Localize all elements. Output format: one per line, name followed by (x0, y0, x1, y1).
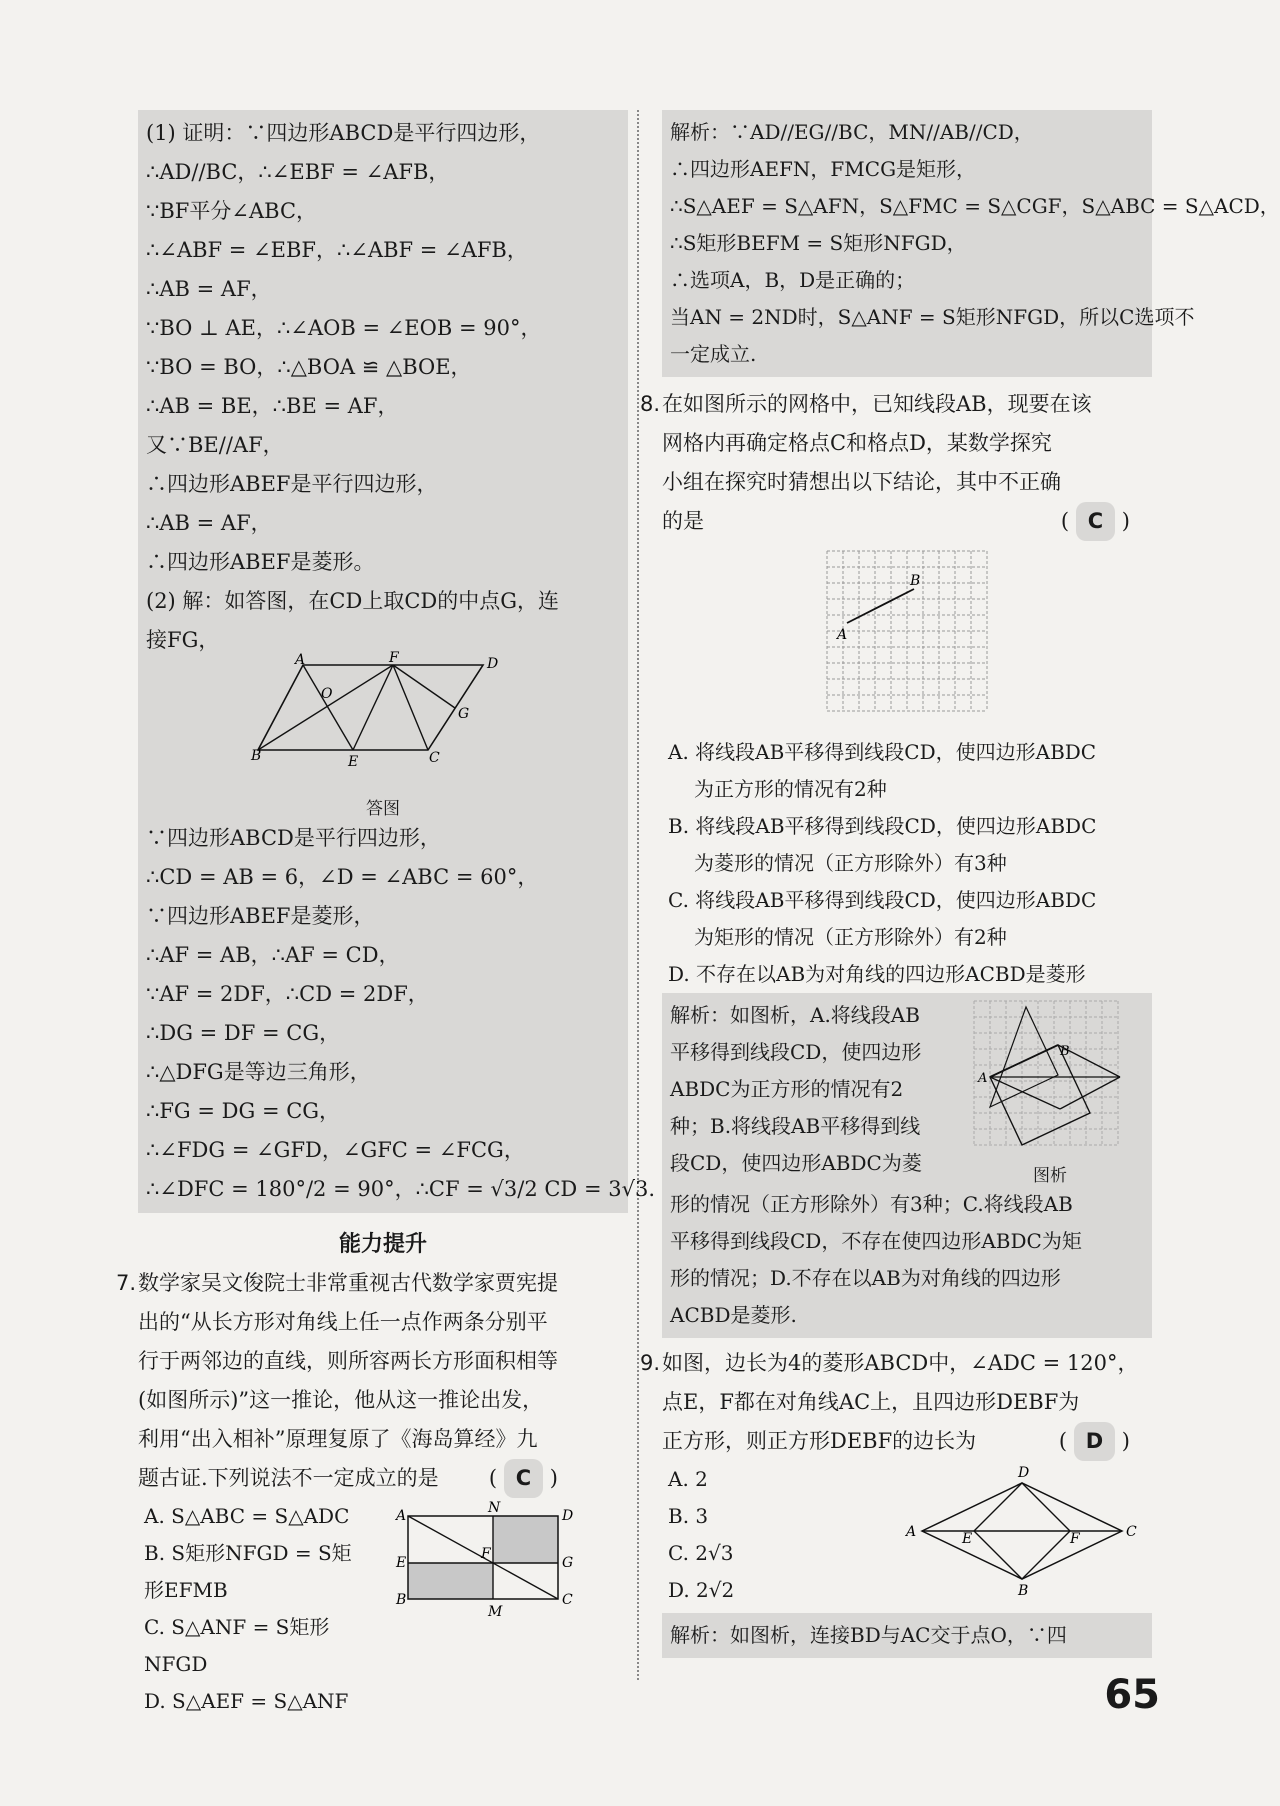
fig-label: B (1060, 1044, 1070, 1059)
text-line: 题古证.下列说法不一定成立的是 (138, 1466, 439, 1490)
section-title: 能力提升 (338, 1232, 427, 1257)
option: B. 3 (668, 1504, 709, 1528)
text-line: 接FG， (146, 628, 220, 652)
text-line: 解析：∵AD//EG//BC，MN//AB//CD， (670, 120, 1034, 144)
text-line: ∵BF平分∠ABC， (146, 199, 318, 223)
fig-label: F (481, 1546, 491, 1562)
question-7: 7. 数学家吴文俊院士非常重视古代数学家贾宪提 出的“从长方形对角线上任一点作两条分别平 行于两邻边的直线，则所容两长方形面积相等 (如图所示)”这一推论，他从这一推论出发， 利用“出入相补”原理复原了《海岛算经》九 题古证.下列说法不一定成立的是 ( C ) A. S△ABC = S△ADC B. S矩形NFGD = S矩形EFMB C. S△ANF = S矩形NFGD D. S△AEF = S△ANF A N D E F G B M C (138, 1264, 628, 1720)
fig-label: M (488, 1604, 503, 1620)
text-line: ∴∠DFC = 180°/2 = 90°，∴CF = √3/2 CD = 3√3. (146, 1177, 655, 1201)
option: 为菱形的情况（正方形除外）有3种 (694, 851, 1007, 875)
text-line: 种；B.将线段AB平移得到线 (670, 1114, 921, 1138)
option: 为矩形的情况（正方形除外）有2种 (694, 925, 1007, 949)
text-line: ∴四边形ABEF是平行四边形， (146, 472, 438, 496)
text-line: ∵BO ⊥ AE，∴∠AOB = ∠EOB = 90°， (146, 316, 542, 340)
fig-label: A (906, 1524, 917, 1540)
fig-label: E (962, 1531, 973, 1547)
fig-label: B (251, 748, 262, 764)
text-line: ∴四边形AEFN，FMCG是矩形， (670, 157, 977, 181)
fig-label: C (429, 750, 440, 766)
option: A. 2 (668, 1467, 708, 1491)
fig-label: B (910, 573, 921, 589)
analysis-block-8 (662, 993, 1152, 1338)
option: B. 将线段AB平移得到线段CD，使四边形ABDC (668, 814, 1097, 838)
option: D. 2√2 (668, 1578, 735, 1602)
text-line: ∴S△AEF = S△AFN，S△FMC = S△CGF，S△ABC = S△ACD， (670, 194, 1280, 218)
text-line: 利用“出入相补”原理复原了《海岛算经》九 (138, 1427, 538, 1451)
column-divider (637, 110, 639, 1680)
text-line: 的是 (662, 509, 704, 533)
text-line: ∴四边形ABEF是菱形。 (146, 550, 375, 574)
fig-label: C (1126, 1524, 1137, 1540)
left-column (116, 110, 655, 1720)
text-line: 出的“从长方形对角线上任一点作两条分别平 (138, 1310, 548, 1334)
fig-label: O (321, 686, 333, 702)
fig-label: F (1070, 1531, 1080, 1547)
fig-label: B (1018, 1583, 1029, 1599)
page-number: 65 (1104, 1672, 1160, 1718)
text-line: 段CD，使四边形ABDC为菱 (670, 1151, 922, 1175)
answer-figure (146, 650, 620, 819)
text-line: 一定成立. (670, 342, 757, 366)
fig-label: C (562, 1592, 573, 1608)
solution-block-6 (138, 110, 655, 1213)
text-line: 行于两邻边的直线，则所容两长方形面积相等 (138, 1349, 558, 1373)
question-number: 7. (116, 1271, 137, 1295)
option: A. S△ABC = S△ADC (144, 1504, 350, 1528)
text-line: ∴∠ABF = ∠EBF，∴∠ABF = ∠AFB， (146, 238, 528, 262)
text-line: ∴△DFG是等边三角形， (146, 1060, 371, 1084)
option: D. S△AEF = S△ANF (144, 1689, 349, 1713)
text-line: 小组在探究时猜想出以下结论，其中不正确 (662, 470, 1061, 494)
option: C. 2√3 (668, 1541, 734, 1565)
text-line: ∴FG = DG = CG， (146, 1099, 341, 1123)
text-line: 当AN = 2ND时，S△ANF = S矩形NFGD，所以C选项不 (670, 305, 1195, 329)
text-line: 网格内再确定格点C和格点D，某数学探究 (662, 431, 1052, 455)
text-line: 平移得到线段CD，不存在使四边形ABDC为矩 (670, 1229, 1082, 1253)
fig-label: A (295, 652, 306, 668)
fig-label: G (562, 1555, 574, 1571)
answer-badge: C (504, 1459, 543, 1498)
fig-label: A (978, 1071, 988, 1086)
fig-label: F (389, 650, 399, 666)
rhombus-figure (902, 1461, 1142, 1601)
question-number: 8. (640, 392, 661, 416)
text-line: ∴CD = AB = 6，∠D = ∠ABC = 60°， (146, 865, 539, 889)
text-line: ∵AF = 2DF，∴CD = 2DF， (146, 982, 429, 1006)
fig-label: N (488, 1500, 501, 1516)
text-line: (2) 解：如答图，在CD上取CD的中点G，连 (146, 589, 560, 613)
question-number: 9. (640, 1351, 661, 1375)
analysis-block-9 (662, 1613, 1152, 1658)
figure-caption: 答图 (366, 799, 400, 819)
figure-caption: 图析 (1033, 1166, 1067, 1186)
text-line: ∴AD//BC，∴∠EBF = ∠AFB， (146, 160, 450, 184)
text-line: 又∵BE//AF， (146, 433, 284, 457)
question-8: 8. 在如图所示的网格中，已知线段AB，现要在该 网格内再确定格点C和格点D，某数学探究 小组在探究时猜想出以下结论，其中不正确 的是 ( C ) A B A. 将线段AB平移得到线段CD，使四边形ABDC 为正方形的情况有2种 B. 将线段AB平移得到线段CD，使四边形ABDC 为菱形的情况（正方形除外）有3种 C. 将线段AB平移得到线段CD，使四边形ABDC 为矩形的情况（正方形除外）有2种 D. 不存在以AB为对角线的四边形ACBD是菱形 (662, 385, 1152, 993)
rectangle-figure (378, 1500, 608, 1644)
text-line: ∴AB = BE，∴BE = AF， (146, 394, 399, 418)
text-line: ∴AB = AF， (146, 511, 272, 535)
right-column (640, 110, 1280, 1658)
answer-badge: D (1074, 1422, 1115, 1461)
fig-label: A (837, 627, 848, 643)
text-line: 解析：如图析，A.将线段AB (670, 1003, 920, 1027)
text-line: 数学家吴文俊院士非常重视古代数学家贾宪提 (138, 1271, 558, 1295)
option: 为正方形的情况有2种 (694, 777, 887, 801)
text-line: ∴AF = AB，∴AF = CD， (146, 943, 400, 967)
fig-label: E (348, 754, 359, 770)
text-line: ∵BO = BO，∴△BOA ≌ △BOE， (146, 355, 472, 379)
grid-figure (822, 547, 992, 715)
text-line: 正方形，则正方形DEBF的边长为 (662, 1429, 977, 1453)
analysis-block-7 (662, 110, 1280, 377)
fig-label: D (562, 1508, 574, 1524)
text-line: 点E，F都在对角线AC上，且四边形DEBF为 (662, 1390, 1080, 1414)
answer-badge: C (1076, 502, 1115, 541)
text-line: ∵四边形ABEF是菱形， (146, 904, 375, 928)
text-line: 形的情况（正方形除外）有3种；C.将线段AB (670, 1192, 1073, 1216)
fig-label: A (396, 1508, 407, 1524)
text-line: (1) 证明：∵四边形ABCD是平行四边形， (146, 121, 541, 145)
text-line: ∴DG = DF = CG， (146, 1021, 341, 1045)
option: C. S△ANF = S矩形NFGD (144, 1615, 330, 1676)
grid-analysis-figure (970, 997, 1130, 1157)
question-9: 9. 如图，边长为4的菱形ABCD中，∠ADC = 120°， 点E，F都在对角线AC上，且四边形DEBF为 正方形，则正方形DEBF的边长为 ( D ) A. 2 B. 3 C. 2√3 D. 2√2 D A E F C B (662, 1344, 1152, 1609)
text-line: 形的情况；D.不存在以AB为对角线的四边形 (670, 1266, 1061, 1290)
parallelogram-figure (251, 650, 513, 790)
option: C. 将线段AB平移得到线段CD，使四边形ABDC (668, 888, 1097, 912)
fig-label: E (396, 1555, 407, 1571)
text-line: ∴∠FDG = ∠GFD，∠GFC = ∠FCG， (146, 1138, 525, 1162)
option: B. S矩形NFGD = S矩形EFMB (144, 1541, 352, 1602)
text-line: 如图，边长为4的菱形ABCD中，∠ADC = 120°， (662, 1351, 1139, 1375)
fig-label: D (1018, 1465, 1030, 1481)
fig-label: B (396, 1592, 407, 1608)
text-line: ACBD是菱形. (670, 1303, 797, 1327)
option: D. 不存在以AB为对角线的四边形ACBD是菱形 (668, 962, 1086, 986)
text-line: ∵四边形ABCD是平行四边形， (146, 826, 441, 850)
text-line: ∴S矩形BEFM = S矩形NFGD， (670, 231, 967, 255)
fig-label: D (487, 656, 499, 672)
fig-label: G (458, 706, 470, 722)
text-line: (如图所示)”这一推论，他从这一推论出发， (138, 1388, 544, 1412)
text-line: 平移得到线段CD，使四边形 (670, 1040, 922, 1064)
option: A. 将线段AB平移得到线段CD，使四边形ABDC (668, 740, 1097, 764)
text-line: 解析：如图析，连接BD与AC交于点O，∵四 (670, 1623, 1067, 1647)
text-line: ∴AB = AF， (146, 277, 272, 301)
text-line: ∴选项A，B，D是正确的； (670, 268, 916, 292)
text-line: 在如图所示的网格中，已知线段AB，现要在该 (662, 392, 1092, 416)
text-line: ABDC为正方形的情况有2 (670, 1077, 904, 1101)
